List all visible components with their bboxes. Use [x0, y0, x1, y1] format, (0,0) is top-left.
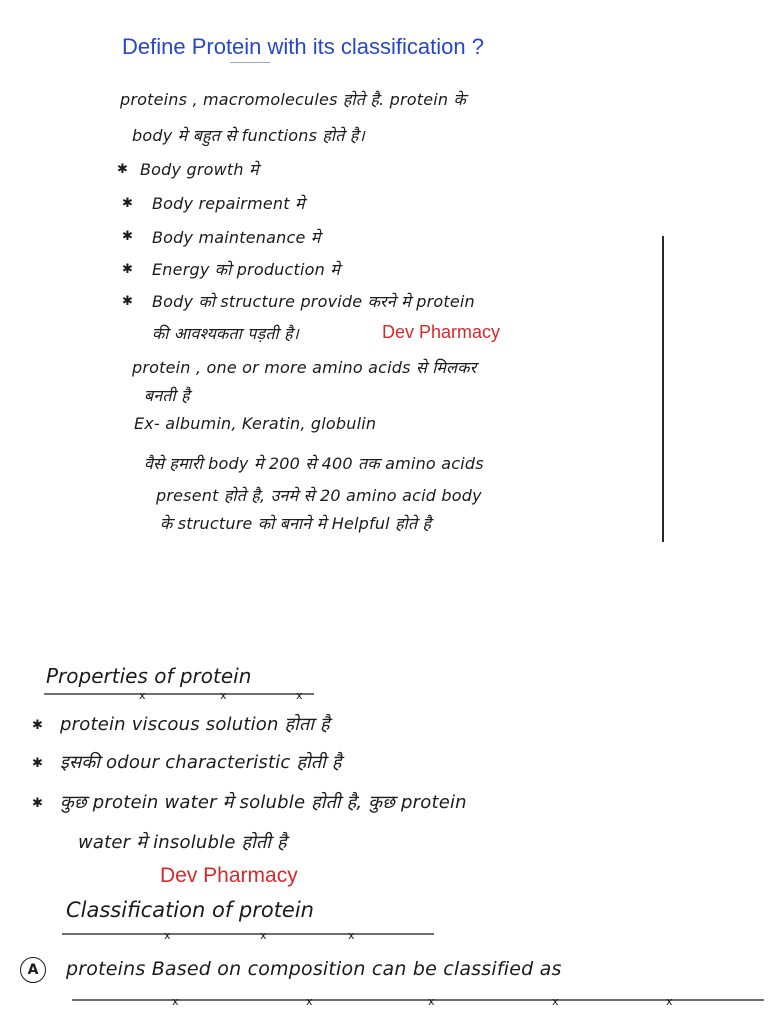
intro-line-1: proteins , macromolecules होते है. protein के — [120, 90, 467, 109]
examples-line: Ex- albumin, Keratin, globulin — [134, 414, 377, 433]
asterisk-bullet-icon: ✱ — [122, 262, 133, 277]
watermark-dev-pharmacy: Dev Pharmacy — [160, 864, 298, 887]
function-item: Body repairment मे — [152, 194, 305, 213]
asterisk-bullet-icon: ✱ — [32, 718, 43, 733]
asterisk-bullet-icon: ✱ — [32, 756, 43, 771]
body-amino-line-3: के structure को बनाने मे Helpful होते है — [160, 514, 432, 533]
asterisk-bullet-icon: ✱ — [117, 162, 128, 177]
watermark-dev-pharmacy: Dev Pharmacy — [382, 322, 501, 342]
svg-text:x: x — [172, 995, 179, 1008]
asterisk-bullet-icon: ✱ — [122, 196, 133, 211]
function-item-continued: की आवश्यकता पड़ती है। — [152, 324, 300, 343]
property-item: कुछ protein water मे soluble होती है, कुछ protein — [60, 792, 467, 813]
cross-underline-mark — [44, 688, 314, 702]
scan-edge-divider — [662, 236, 664, 542]
cross-underline-mark — [72, 994, 764, 1008]
function-item: Body को structure provide करने मे protein — [152, 292, 475, 311]
classification-title: Classification of protein — [66, 898, 314, 922]
asterisk-bullet-icon: ✱ — [122, 294, 133, 309]
amino-line-1: protein , one or more amino acids से मिलकर — [132, 358, 477, 377]
svg-text:x: x — [164, 929, 171, 942]
svg-text:x: x — [306, 995, 313, 1008]
amino-line-2: बनती है — [144, 386, 190, 405]
function-item: Body maintenance मे — [152, 228, 321, 247]
cross-underline-mark — [62, 928, 434, 942]
body-amino-line-2: present होते है, उनमे से 20 amino acid body — [156, 486, 482, 505]
svg-text:x: x — [666, 995, 673, 1008]
property-item-continued: water मे insoluble होती है — [78, 832, 287, 853]
svg-text:x: x — [139, 689, 146, 702]
body-amino-line-1: वैसे हमारी body मे 200 से 400 तक amino acids — [144, 454, 484, 473]
title-underline-mark — [230, 62, 270, 63]
intro-line-2: body मे बहुत से functions होते है। — [132, 126, 365, 145]
svg-text:x: x — [220, 689, 227, 702]
page-title: Define Protein with its classification ? — [122, 34, 484, 59]
property-item: इसकी odour characteristic होती है — [60, 752, 342, 773]
section-a-marker: A — [20, 957, 46, 983]
function-item: Body growth मे — [140, 160, 259, 179]
asterisk-bullet-icon: ✱ — [122, 229, 133, 244]
property-item: protein viscous solution होता है — [60, 714, 330, 735]
svg-text:x: x — [296, 689, 303, 702]
classification-line: proteins Based on composition can be classified as — [66, 958, 562, 980]
properties-title: Properties of protein — [46, 664, 252, 688]
svg-text:x: x — [260, 929, 267, 942]
function-item: Energy को production मे — [152, 260, 341, 279]
svg-text:x: x — [428, 995, 435, 1008]
svg-text:x: x — [552, 995, 559, 1008]
svg-text:x: x — [348, 929, 355, 942]
asterisk-bullet-icon: ✱ — [32, 796, 43, 811]
